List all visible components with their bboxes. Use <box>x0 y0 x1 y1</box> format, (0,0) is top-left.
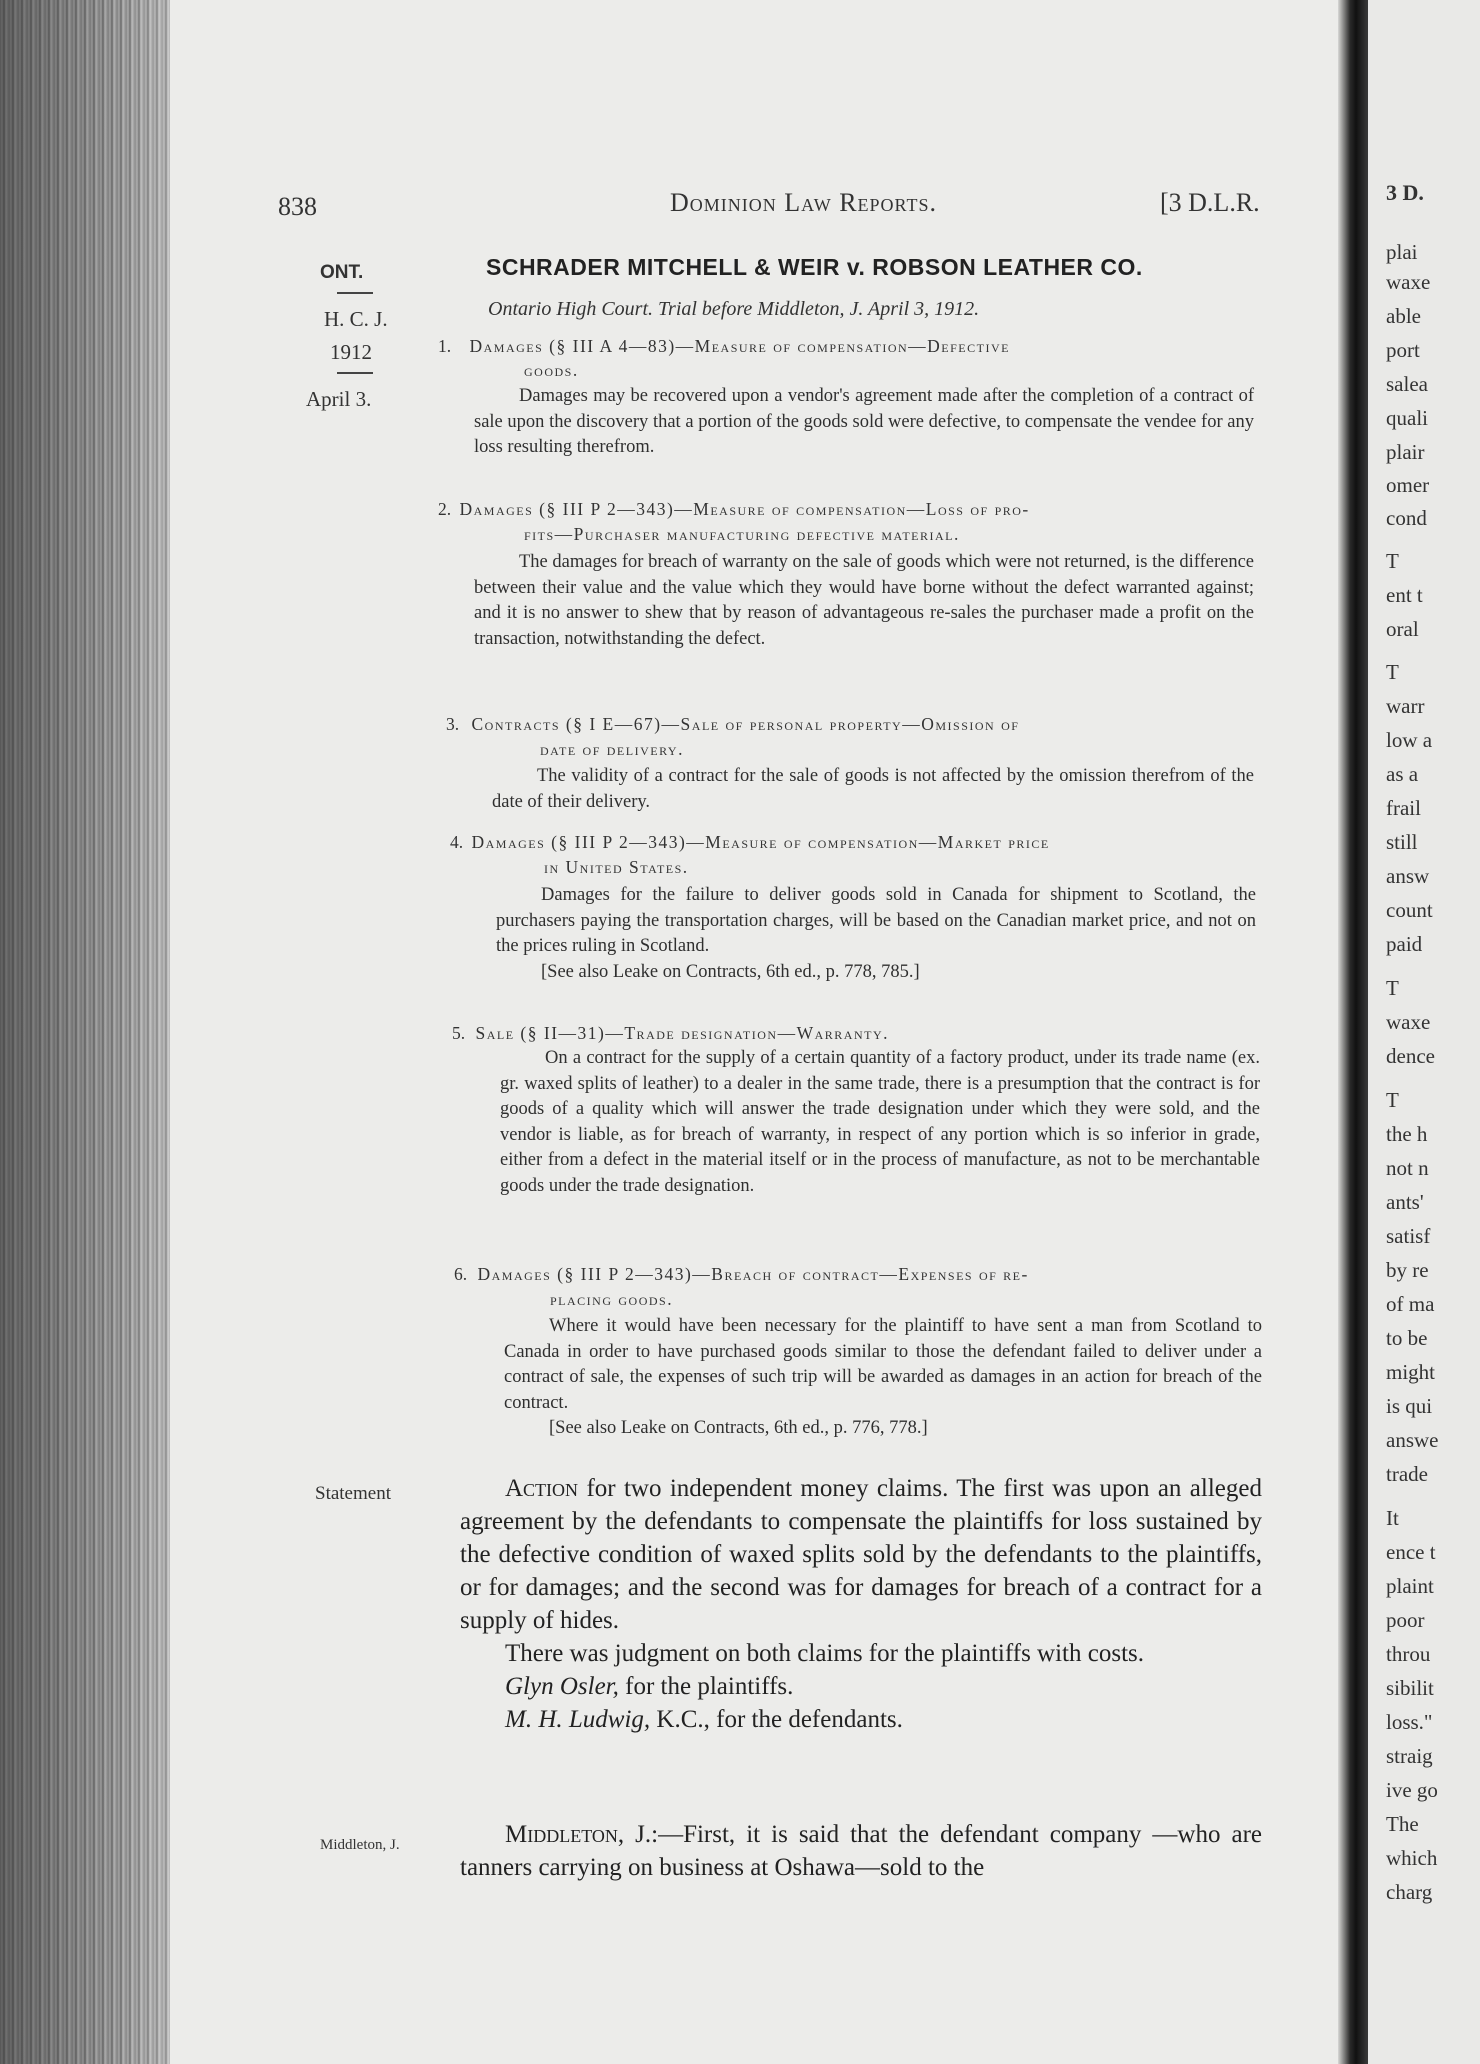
headnote-number: 6. <box>454 1264 468 1284</box>
headnote-6-heading-cont: placing goods. <box>550 1289 674 1309</box>
headnote-3-heading-cont: date of delivery. <box>540 739 684 759</box>
headnote-text: Where it would have been necessary for the plaintiff to have sent a man from Scotland to Canada in order to have purchased goods similar to those the defendant failed to deliver under a contract of sale, the expenses of such trip will be awarded as damages in an action for breach of the contract. <box>504 1316 1262 1413</box>
headnote-number: 1. <box>438 336 452 356</box>
headnote-2-heading-cont: fits—Purchaser manufacturing defective material. <box>524 524 960 544</box>
facing-page-line: frail <box>1386 796 1421 820</box>
court-label: H. C. J. <box>324 307 388 331</box>
headnote-6-heading <box>454 1262 1029 1287</box>
headnote-3-body <box>492 764 1254 815</box>
headnote-category: Damages (§ III A 4—83)—Measure of compensation—Defective <box>469 336 1010 356</box>
statement-lead: Action <box>505 1475 579 1502</box>
judgment-paragraph <box>460 1818 1262 1884</box>
judge-label: Middleton, J. <box>320 1837 400 1853</box>
counsel-role: for the plaintiffs. <box>618 1673 794 1700</box>
facing-page-line: omer <box>1386 473 1430 497</box>
facing-page-line: quali <box>1386 406 1428 430</box>
facing-page-line: T <box>1386 549 1399 573</box>
page-number: 838 <box>278 192 317 221</box>
facing-page-line: ive go <box>1386 1778 1438 1802</box>
book-gutter <box>1338 0 1368 2064</box>
facing-page-line: waxe <box>1386 270 1431 294</box>
judgment-text: :—First, it is said that the defendant company —who are tanners carrying on business at Oshawa—sold to the <box>460 1821 1263 1881</box>
counsel-plaintiffs <box>460 1670 1262 1703</box>
counsel-defendants <box>460 1703 1262 1736</box>
facing-page-line: paid <box>1386 932 1423 956</box>
facing-page <box>1368 0 1480 2064</box>
headnote-text: On a contract for the supply of a certain quantity of a factory product, under its trade name (ex. gr. waxed splits of leather) to a dealer in the same trade, there is a presumption that the contract is for goods of a quality which will answer the trade designation under which they were sold, and the vendor is liable, as for breach of warranty, in respect of any portion which is so inferior in grade, either from a defect in the material itself or in the process of manufacture, as not to be merchantable goods under the trade designation. <box>500 1048 1260 1196</box>
statement-text: for two independent money claims. The first was upon an alleged agreement by the defendants to compensate the plaintiffs for loss sustained by the defective condition of waxed splits sold by the defendants to the plaintiffs, or for damages; and the second was for damages for breach of a contract for a supply of hides. <box>460 1475 1262 1634</box>
headnote-category: Damages (§ III P 2—343)—Measure of compensation—Loss of pro- <box>459 499 1030 519</box>
counsel-name: M. H. Ludwig, <box>505 1706 651 1733</box>
facing-page-line: ants' <box>1386 1190 1424 1214</box>
facing-page-line: cond <box>1386 506 1427 530</box>
date-label: April 3. <box>306 387 372 411</box>
headnote-2-body <box>474 550 1254 652</box>
volume-reference: [3 D.L.R. <box>1160 188 1260 217</box>
facing-page-line: which <box>1386 1846 1438 1870</box>
headnote-4-heading <box>450 830 1050 855</box>
facing-page-line: T <box>1386 660 1399 684</box>
province-label: ONT. <box>320 262 364 283</box>
headnote-category: Damages (§ III P 2—343)—Breach of contract—Expenses of re- <box>477 1264 1029 1284</box>
facing-page-line: T <box>1386 1088 1399 1112</box>
headnote-text: Damages may be recovered upon a vendor's agreement made after the completion of a contract of sale upon the discovery that a portion of the goods sold were defective, to compensate the vendee for any loss resulting therefrom. <box>474 386 1254 457</box>
facing-page-line: answ <box>1386 864 1430 888</box>
facing-page-line: low a <box>1386 728 1433 752</box>
facing-page-line: ence t <box>1386 1540 1436 1564</box>
facing-page-line: poor <box>1386 1608 1425 1632</box>
facing-page-line: trade <box>1386 1462 1428 1486</box>
headnote-text: Damages for the failure to deliver goods sold in Canada for shipment to Scotland, the purchasers paying the transportation charges, will be based on the Canadian market price, and not on the prices ruling in Scotland. <box>496 885 1256 956</box>
statement-paragraph <box>460 1472 1262 1637</box>
headnote-6-body <box>504 1314 1262 1442</box>
headnote-text: The validity of a contract for the sale of goods is not affected by the omission therefrom of the date of their delivery. <box>492 766 1254 812</box>
statement-section <box>460 1472 1262 1736</box>
facing-page-line: It <box>1386 1506 1399 1530</box>
headnote-1-heading <box>438 334 1010 359</box>
facing-page-line: oral <box>1386 617 1419 641</box>
facing-page-line: straig <box>1386 1744 1433 1768</box>
judge-name: Middleton, J. <box>505 1821 652 1848</box>
facing-page-line: plaint <box>1386 1574 1434 1598</box>
facing-page-line: satisf <box>1386 1224 1431 1248</box>
headnote-category: Damages (§ III P 2—343)—Measure of compensation—Market price <box>471 832 1050 852</box>
headnote-4-heading-cont: in United States. <box>544 857 689 877</box>
facing-page-line: ent t <box>1386 583 1423 607</box>
facing-page-line: of ma <box>1386 1292 1435 1316</box>
headnote-number: 3. <box>446 714 460 734</box>
facing-page-line: port <box>1386 338 1420 362</box>
see-also-reference: [See also Leake on Contracts, 6th ed., p. 776, 778.] <box>549 1418 928 1438</box>
headnote-category: Contracts (§ I E—67)—Sale of personal property—Omission of <box>471 714 1020 734</box>
statement-label: Statement <box>315 1483 391 1504</box>
counsel-name: Glyn Osler, <box>505 1673 619 1700</box>
book-edge-shadow <box>0 0 170 2064</box>
headnote-number: 2. <box>438 499 452 519</box>
headnote-1-body <box>474 384 1254 461</box>
facing-page-line: throu <box>1386 1642 1431 1666</box>
headnote-text: The damages for breach of warranty on the sale of goods which were not returned, is the difference between their value and the value which they would have borne without the defect warranted against; and it is no answer to shew that by reason of advantageous re-sales the purchaser made a profit on the transaction, notwithstanding the defect. <box>474 552 1254 649</box>
facing-page-line: sibilit <box>1386 1676 1434 1700</box>
facing-page-line: not n <box>1386 1156 1429 1180</box>
facing-page-line: is qui <box>1386 1394 1433 1418</box>
facing-page-line: plai <box>1386 240 1418 264</box>
facing-page-line: to be <box>1386 1326 1428 1350</box>
headnote-4-body <box>496 883 1256 985</box>
facing-page-line: charg <box>1386 1880 1433 1904</box>
running-title: Dominion Law Reports. <box>670 188 937 217</box>
year-label: 1912 <box>330 340 372 364</box>
facing-page-line: as a <box>1386 762 1419 786</box>
see-also-reference: [See also Leake on Contracts, 6th ed., p. 778, 785.] <box>541 961 920 982</box>
case-title: SCHRADER MITCHELL & WEIR v. ROBSON LEATHER CO. <box>486 254 1143 280</box>
facing-page-line: the h <box>1386 1122 1428 1146</box>
divider <box>337 292 373 294</box>
facing-page-header: 3 D. <box>1386 180 1424 205</box>
facing-page-line: loss." <box>1386 1710 1433 1734</box>
headnote-category: Sale (§ II—31)—Trade designation—Warranty. <box>475 1023 889 1043</box>
headnote-5-heading <box>452 1021 889 1046</box>
facing-page-line: waxe <box>1386 1010 1431 1034</box>
headnote-number: 5. <box>452 1023 466 1043</box>
facing-page-line: salea <box>1386 372 1428 396</box>
page <box>170 0 1338 2064</box>
counsel-role: K.C., for the defendants. <box>650 1706 903 1733</box>
facing-page-line: by re <box>1386 1258 1429 1282</box>
facing-page-line: T <box>1386 976 1399 1000</box>
facing-page-line: warr <box>1386 694 1425 718</box>
headnote-3-heading <box>446 712 1019 737</box>
facing-page-line: plair <box>1386 440 1425 464</box>
headnote-5-body <box>500 1046 1260 1199</box>
facing-page-line: dence <box>1386 1044 1435 1068</box>
facing-page-line: still <box>1386 830 1418 854</box>
facing-page-line: count <box>1386 898 1433 922</box>
facing-page-line: able <box>1386 304 1421 328</box>
court-line: Ontario High Court. Trial before Middleton, J. April 3, 1912. <box>488 298 980 320</box>
headnote-2-heading <box>438 497 1030 522</box>
judgment-section <box>460 1818 1262 1884</box>
headnote-number: 4. <box>450 832 464 852</box>
headnote-1-heading-cont: goods. <box>524 360 579 380</box>
facing-page-line: The <box>1386 1812 1419 1836</box>
facing-page-line: might <box>1386 1360 1436 1384</box>
divider <box>337 372 373 374</box>
statement-judgment: There was judgment on both claims for the plaintiffs with costs. <box>505 1640 1145 1667</box>
facing-page-line: answe <box>1386 1428 1439 1452</box>
